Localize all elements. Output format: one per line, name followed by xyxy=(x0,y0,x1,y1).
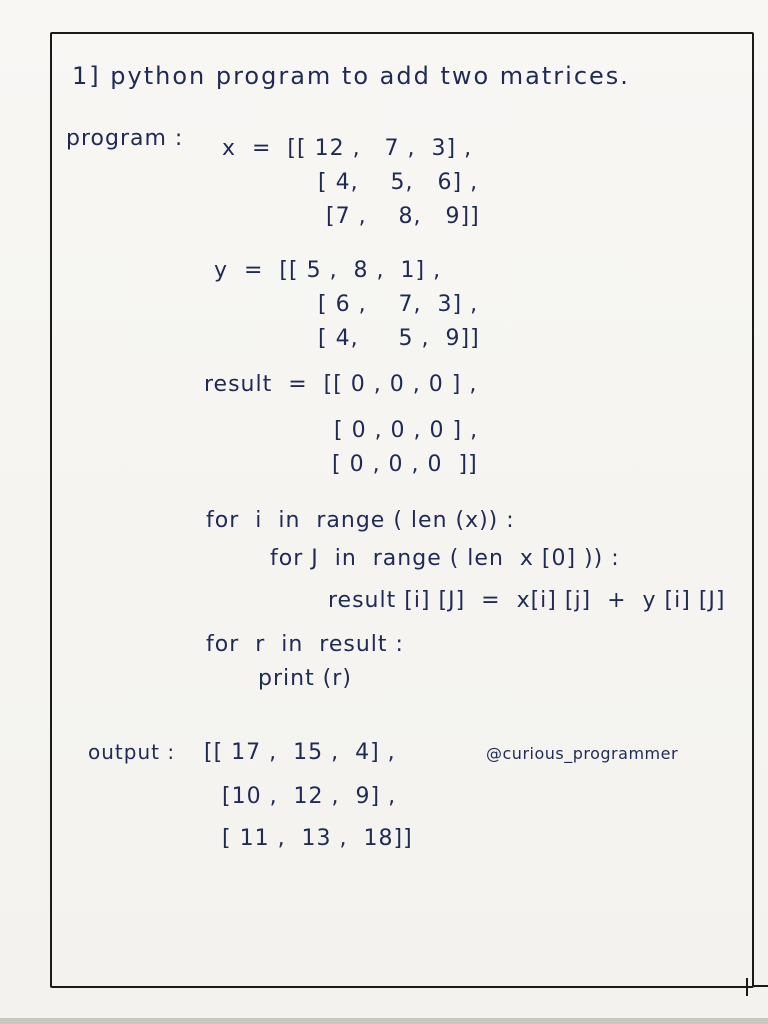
paper-edge xyxy=(0,1018,768,1024)
result-line-3: [ 0 , 0 , 0 ]] xyxy=(332,452,478,477)
output-label: output : xyxy=(88,740,176,764)
matrix-y-line-3: [ 4, 5 , 9]] xyxy=(318,326,480,351)
page-title: 1] python program to add two matrices. xyxy=(72,62,630,90)
result-line-1: result = [[ 0 , 0 , 0 ] , xyxy=(204,372,478,397)
print-loop-line: for r in result : xyxy=(206,632,404,657)
program-label: program : xyxy=(66,126,184,151)
outer-loop-line: for i in range ( len (x)) : xyxy=(206,508,515,533)
output-line-1: [[ 17 , 15 , 4] , xyxy=(204,740,396,765)
matrix-x-line-3: [7 , 8, 9]] xyxy=(326,204,480,229)
matrix-x-line-2: [ 4, 5, 6] , xyxy=(318,170,479,195)
result-line-2: [ 0 , 0 , 0 ] , xyxy=(334,418,479,443)
print-statement-line: print (r) xyxy=(258,666,352,691)
inner-loop-line: for J in range ( len x [0] )) : xyxy=(270,546,620,571)
output-line-3: [ 11 , 13 , 18]] xyxy=(222,826,413,851)
matrix-y-line-1: y = [[ 5 , 8 , 1] , xyxy=(214,258,442,283)
matrix-x-line-1: x = [[ 12 , 7 , 3] , xyxy=(222,136,473,161)
matrix-y-line-2: [ 6 , 7, 3] , xyxy=(318,292,479,317)
sum-assignment-line: result [i] [J] = x[i] [j] + y [i] [J] xyxy=(328,588,726,613)
author-handle: @curious_programmer xyxy=(486,744,679,763)
border-corner-mark xyxy=(746,978,766,996)
output-line-2: [10 , 12 , 9] , xyxy=(222,784,397,809)
border-corner-mark-2 xyxy=(754,985,768,987)
